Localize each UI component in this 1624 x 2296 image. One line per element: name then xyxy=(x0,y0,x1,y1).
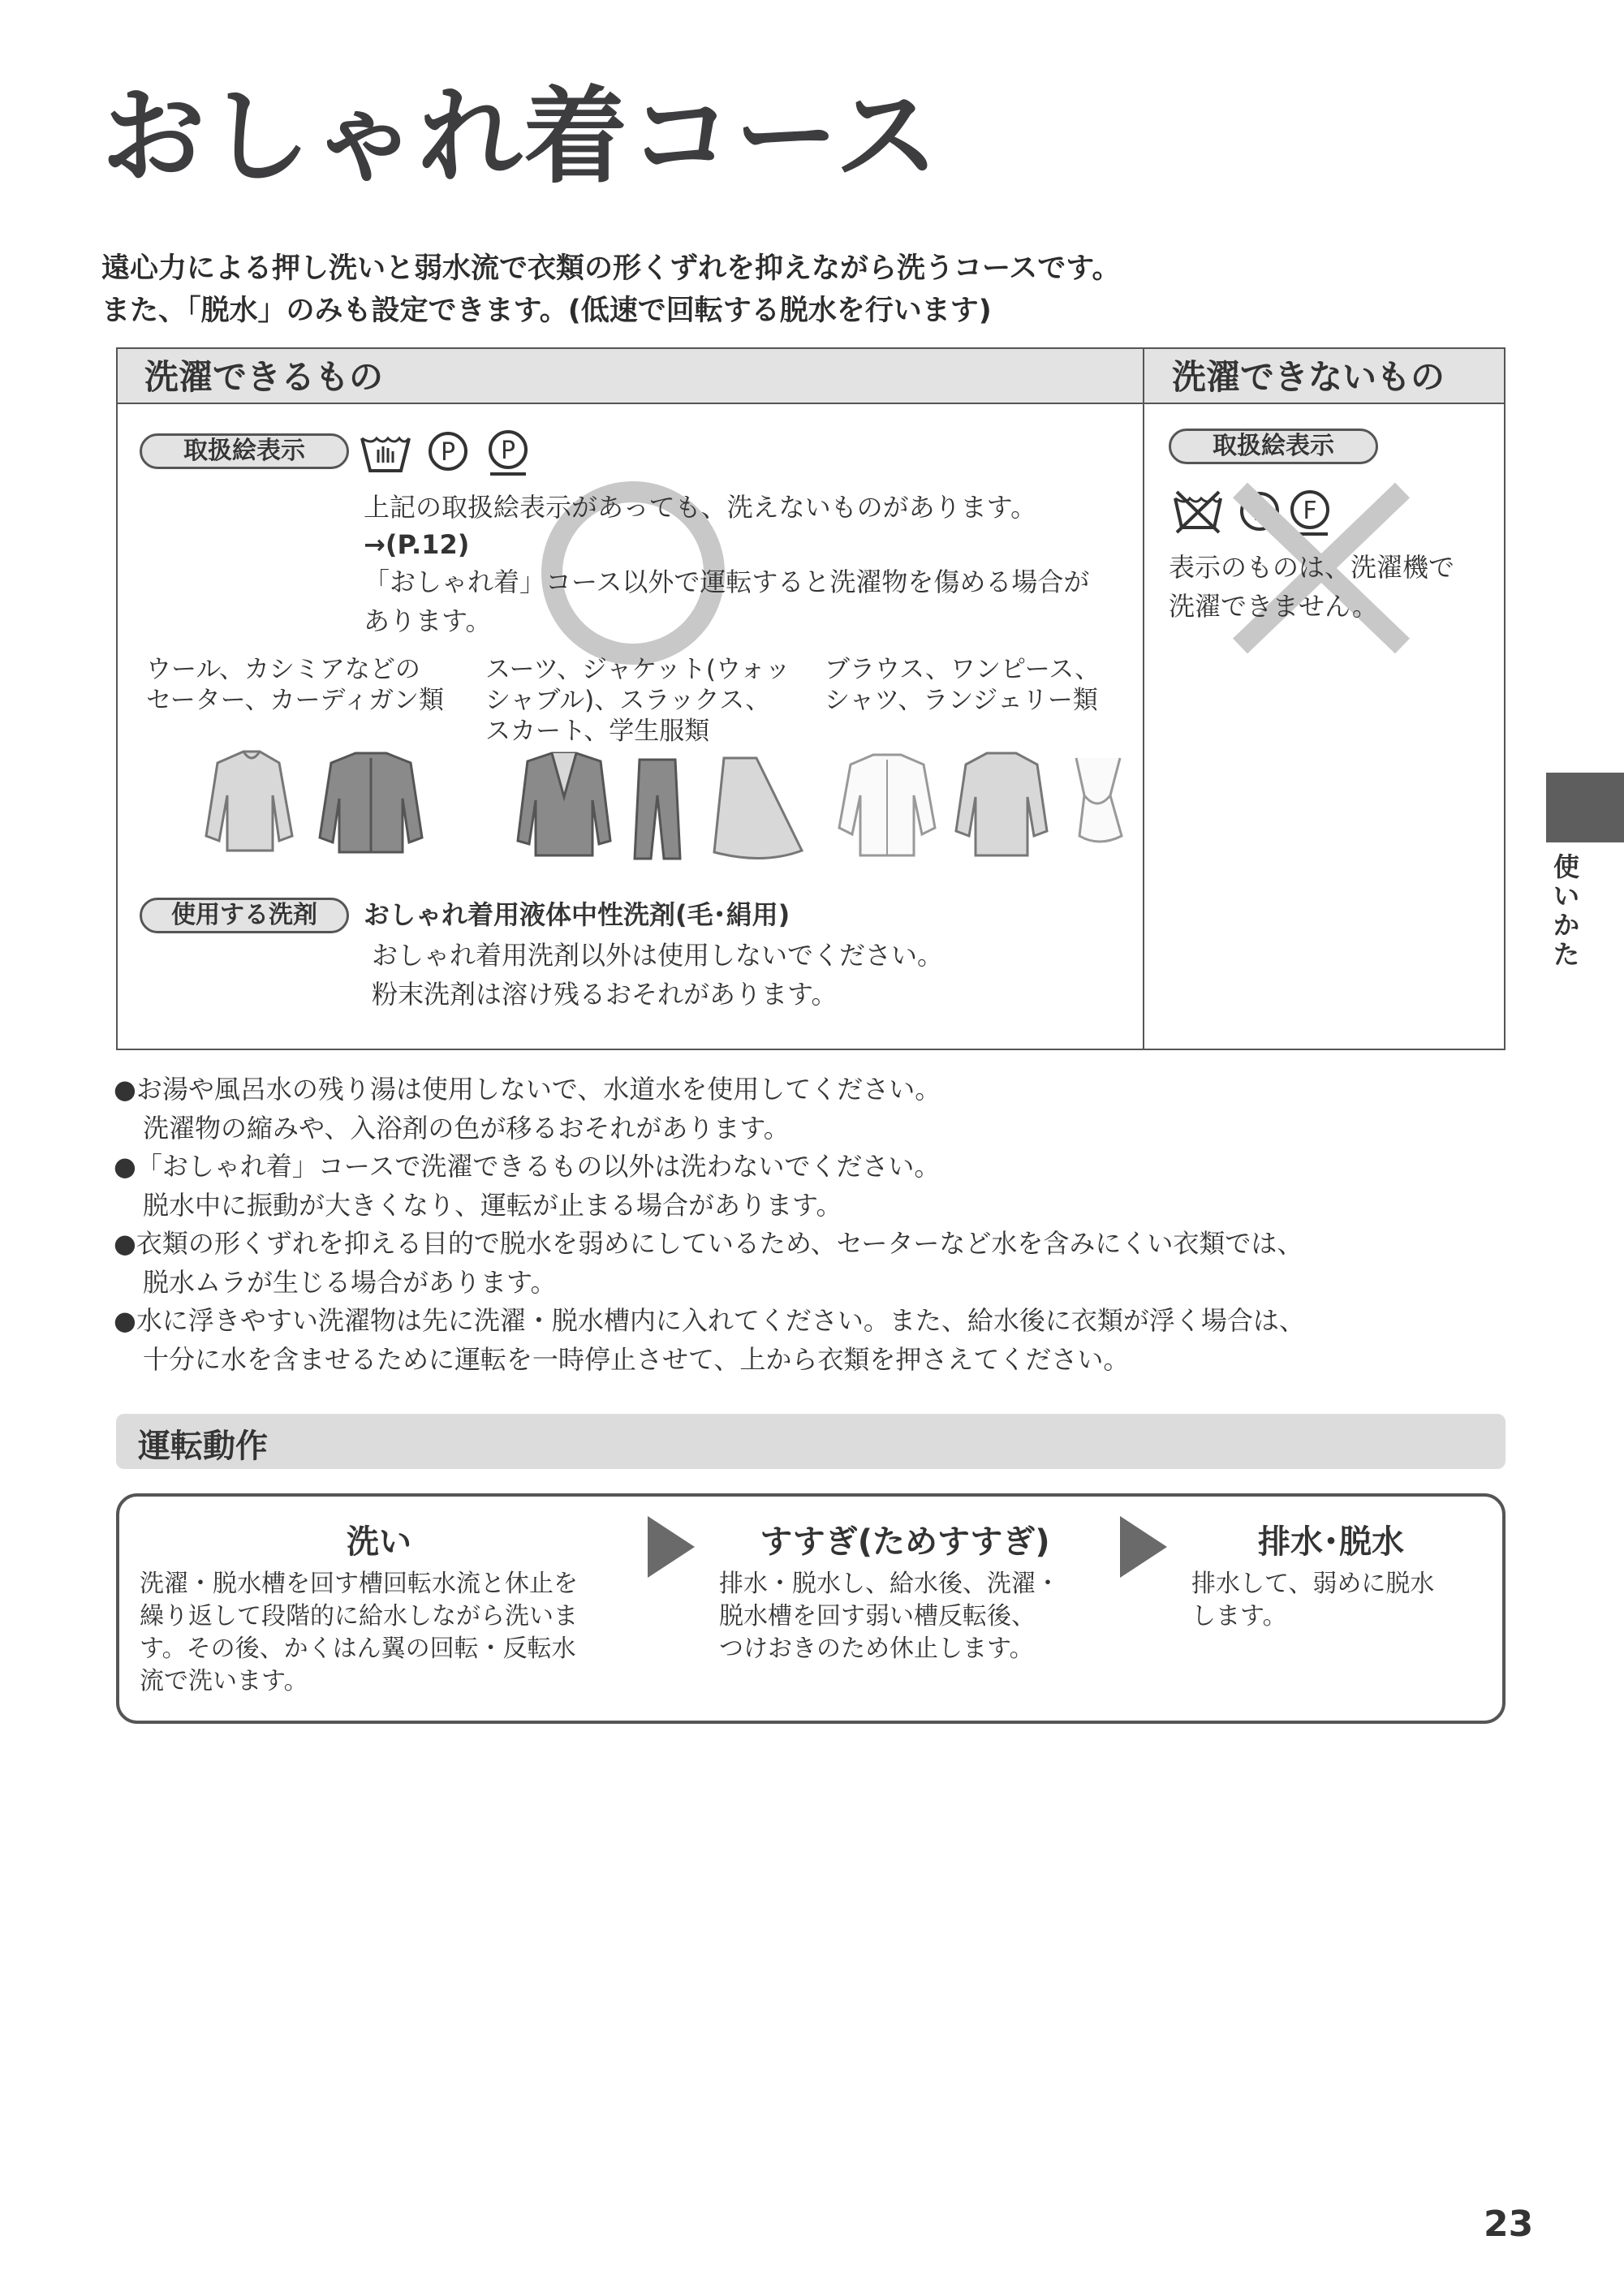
step-spin-title: 排水･脱水 xyxy=(1258,1523,1404,1561)
table-divider xyxy=(1143,347,1144,1050)
detergent-note-2: 粉末洗剤は溶け残るおそれがあります。 xyxy=(372,979,838,1010)
skirt-image xyxy=(714,758,802,859)
category-suits: スーツ、ジャケット(ウォッ シャブル)、スラックス、 スカート、学生服類 xyxy=(485,655,790,746)
flow-arrow-icon xyxy=(1120,1516,1169,1578)
sweater-image xyxy=(206,752,292,851)
suit-jacket-image xyxy=(518,753,610,855)
ng-column-header: 洗濯できないもの xyxy=(1172,357,1445,397)
hand-wash-icon xyxy=(362,438,409,471)
care-label-pill: 取扱絵表示 xyxy=(140,433,349,469)
step-rinse-text: 排水・脱水し、給水後、洗濯・ 脱水槽を回す弱い槽反転後、 つけおきのため休止します。 xyxy=(719,1570,1060,1663)
svg-text:F: F xyxy=(1303,497,1317,525)
ng-note-line-2: 洗濯できません。 xyxy=(1169,591,1378,622)
page-reference-link[interactable]: →(P.12) xyxy=(364,529,470,560)
symbol-letter: P xyxy=(440,438,456,467)
page-title: おしゃれ着コース xyxy=(101,76,941,197)
side-tab-label: 使 い か た xyxy=(1553,851,1579,970)
step-rinse-title: すすぎ(ためすすぎ) xyxy=(760,1523,1050,1561)
note-item: ●水に浮きやすい洗濯物は先に洗濯・脱水槽内に入れてください。また、給水後に衣類が浮く場合は、 十分に水を含ませるために運転を一時停止させて、上から衣類を押さえてください。 xyxy=(114,1305,1305,1375)
no-wash-icon xyxy=(1175,492,1221,532)
detergent-note-1: おしゃれ着用洗剤以外は使用しないでください。 xyxy=(372,940,944,971)
garment-illustrations xyxy=(195,747,1136,868)
svg-text:P: P xyxy=(500,437,516,465)
step-spin-text: 排水して、弱めに脱水 します。 xyxy=(1191,1570,1435,1630)
intro-line-2: また、「脱水」のみも設定できます。(低速で回転する脱水を行います) xyxy=(101,295,992,327)
note-item: ●衣類の形くずれを抑える目的で脱水を弱めにしているため、セーターなど水を含みにくい衣類では、 脱水ムラが生じる場合があります。 xyxy=(114,1228,1303,1298)
operation-section-bar xyxy=(116,1414,1506,1469)
dry-clean-p-icon xyxy=(430,433,466,469)
shirt-image xyxy=(839,755,935,855)
detergent-name: おしゃれ着用液体中性洗剤(毛･絹用) xyxy=(364,899,790,930)
note-item: ●「おしゃれ着」コースで洗濯できるもの以外は洗わないでください。 脱水中に振動が大きくなり、運転が止まる場合があります。 xyxy=(114,1151,941,1221)
ng-note-line-1: 表示のものは、洗濯機で xyxy=(1169,552,1455,583)
slacks-image xyxy=(635,760,680,859)
flow-arrow-icon xyxy=(648,1516,696,1578)
ok-note-line-2: 「おしゃれ着」コース以外で運転すると洗濯物を傷める場合が xyxy=(364,566,1090,597)
ok-note-line-3: あります。 xyxy=(364,605,492,636)
ng-care-label-pill: 取扱絵表示 xyxy=(1169,429,1378,464)
section-side-tab xyxy=(1546,773,1624,842)
cardigan-image xyxy=(320,753,422,852)
ok-column-header: 洗濯できるもの xyxy=(144,357,384,397)
camisole-image xyxy=(1076,758,1122,842)
step-wash-text: 洗濯・脱水槽を回す槽回転水流と休止を 繰り返して段階的に給水しながら洗いま す。その後、かくはん翼の回転・反転水 流で洗います。 xyxy=(140,1570,578,1695)
step-wash-title: 洗い xyxy=(347,1523,411,1561)
ok-care-symbols xyxy=(359,427,554,480)
note-item: ●お湯や風呂水の残り湯は使用しないで、水道水を使用してください。 洗濯物の縮みや、入浴剤の色が移るおそれがあります。 xyxy=(114,1074,941,1144)
category-blouses: ブラウス、ワンピース、 シャツ、ランジェリー類 xyxy=(825,655,1101,715)
detergent-pill: 使用する洗剤 xyxy=(140,898,349,933)
intro-line-1: 遠心力による押し洗いと弱水流で衣類の形くずれを抑えながら洗うコースです。 xyxy=(101,252,1121,285)
ok-note-line-1: 上記の取扱絵表示があっても、洗えないものがあります。 xyxy=(364,492,1037,523)
category-knits: ウール、カシミアなどの セーター、カーディガン類 xyxy=(146,655,445,715)
operation-section-title: 運転動作 xyxy=(138,1428,268,1465)
dry-clean-p-underline-icon xyxy=(490,432,526,474)
page-number: 23 xyxy=(1484,2203,1534,2245)
blouse-image xyxy=(956,753,1047,855)
